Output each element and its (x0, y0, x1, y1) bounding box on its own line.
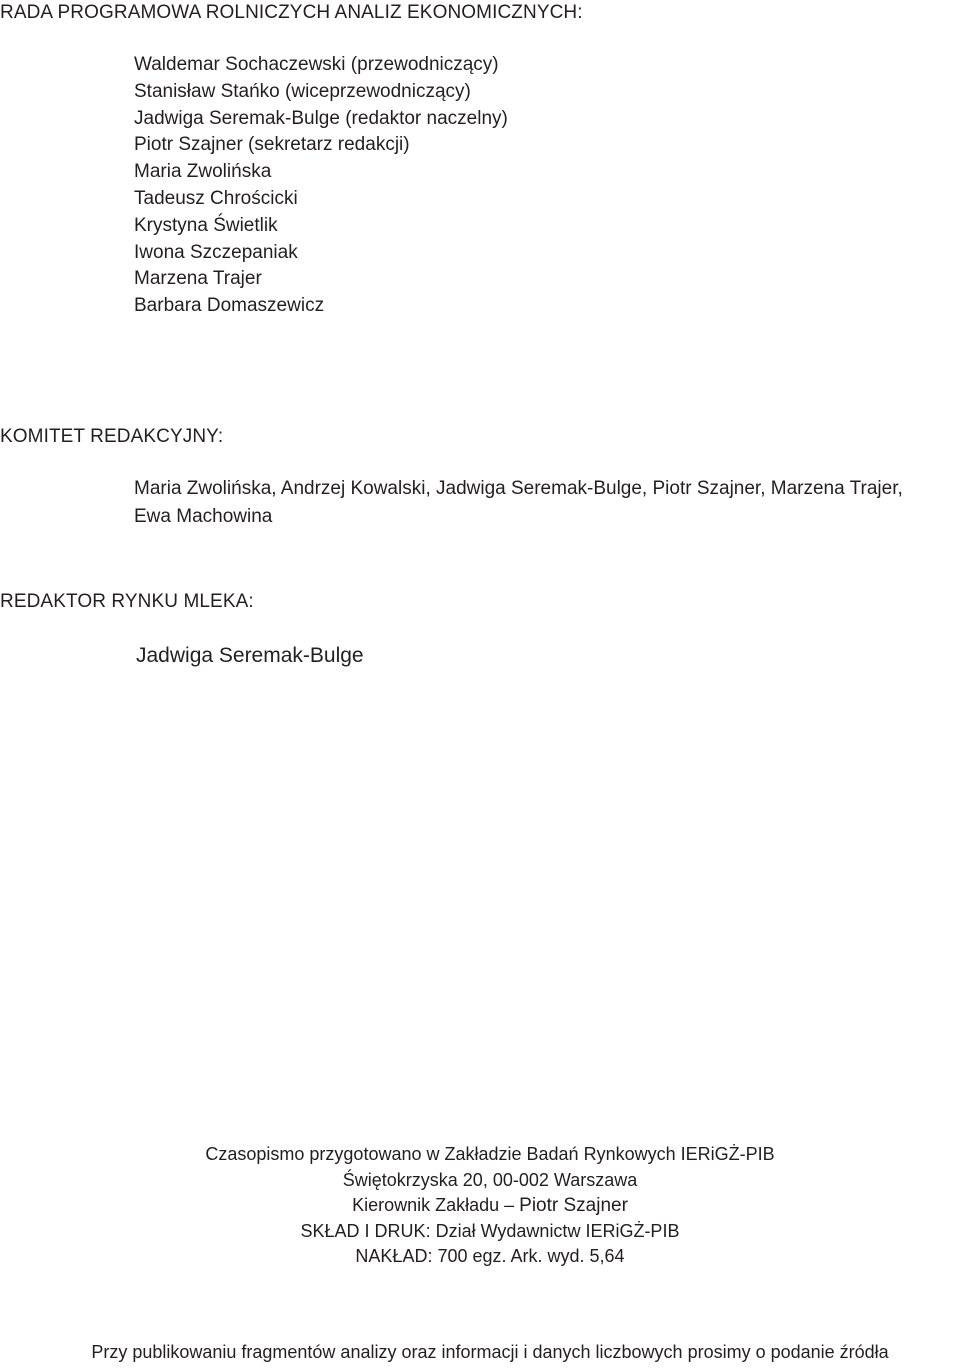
list-item: Stanisław Stańko (wiceprzewodniczący) (134, 80, 471, 102)
kierownik-name: Piotr Szajner (519, 1195, 628, 1216)
colophon (0, 1142, 960, 1270)
kierownik-label: Kierownik Zakładu – (352, 1195, 520, 1215)
colophon-line-5: NAKŁAD: 700 egz. Ark. wyd. 5,64 (355, 1246, 625, 1266)
list-item: Krystyna Świetlik (134, 214, 278, 236)
komitet-redakcyjny-heading: KOMITET REDAKCYJNY: (0, 426, 224, 447)
komitet-members (134, 475, 960, 531)
list-item: Piotr Szajner (sekretarz redakcji) (134, 134, 410, 156)
colophon-line-1: Czasopismo przygotowano w Zakładzie Badań Rynkowych IERiGŻ-PIB (205, 1144, 775, 1164)
colophon-line-4: SKŁAD I DRUK: Dział Wydawnictw IERiGŻ-PIB (300, 1220, 680, 1241)
komitet-line-1: Maria Zwolińska, Andrzej Kowalski, Jadwiga Seremak-Bulge, Piotr Szajner, Marzena Trajer, (134, 478, 903, 499)
colophon-line-3 (0, 1193, 960, 1219)
rada-members-list (134, 52, 508, 320)
list-item: Jadwiga Seremak-Bulge (redaktor naczelny) (134, 107, 508, 129)
list-item: Barbara Domaszewicz (134, 295, 325, 317)
redaktor-rynku-heading: REDAKTOR RYNKU MLEKA: (0, 591, 254, 612)
footer-note: Przy publikowaniu fragmentów analizy oraz informacji i danych liczbowych prosimy o podanie źródła (91, 1342, 889, 1362)
rada-programowa-heading: RADA PROGRAMOWA ROLNICZYCH ANALIZ EKONOMICZNYCH: (0, 2, 583, 23)
list-item: Iwona Szczepaniak (134, 241, 298, 263)
list-item: Maria Zwolińska (134, 161, 272, 183)
list-item: Tadeusz Chrościcki (134, 187, 298, 209)
colophon-line-2: Świętokrzyska 20, 00-002 Warszawa (342, 1169, 638, 1190)
list-item: Marzena Trajer (134, 268, 262, 290)
redaktor-name: Jadwiga Seremak-Bulge (136, 644, 364, 667)
list-item: Waldemar Sochaczewski (przewodniczący) (134, 54, 499, 75)
komitet-line-2: Ewa Machowina (134, 506, 273, 527)
